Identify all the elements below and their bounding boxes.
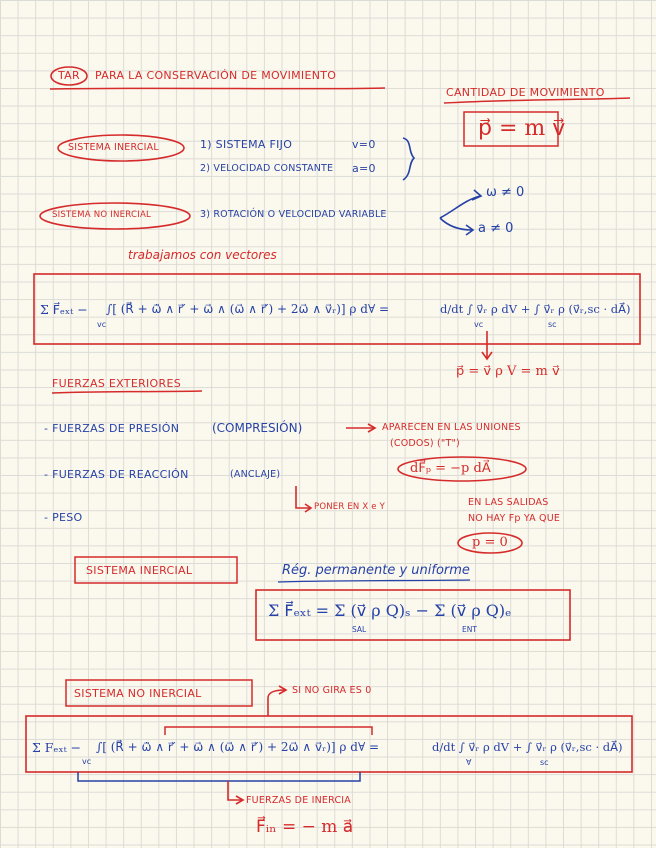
no-inercial-section-label: SISTEMA NO INERCIAL xyxy=(74,687,202,700)
no-inercial-rhs-sub1: ∀ xyxy=(466,758,472,767)
si-no-gira-note: SI NO GIRA ES 0 xyxy=(292,685,372,696)
general-eq-integral-sub: vc xyxy=(97,320,107,329)
page-title: PARA LA CONSERVACIÓN DE MOVIMIENTO xyxy=(95,69,337,82)
item-sistema-fijo: 1) SISTEMA FIJO xyxy=(200,138,293,151)
cantidad-title: CANTIDAD DE MOVIMIENTO xyxy=(446,86,605,99)
title-tag: TAR xyxy=(58,69,80,82)
integral-underbracket xyxy=(78,772,360,781)
general-eq-lhs: Σ F⃗ₑₓₜ − xyxy=(40,302,88,317)
item-velocidad-constante: 2) VELOCIDAD CONSTANTE xyxy=(200,163,334,174)
general-eq-body: ∫[ (R̈⃗ + ω̇⃗ ∧ r⃗′ + ω⃗ ∧ (ω⃗ ∧ r⃗′) + 2ω⃗ ∧ v⃗ᵣ)] ρ d∀ = xyxy=(106,302,390,316)
fuerzas-underline xyxy=(52,391,202,393)
title-underline xyxy=(50,88,385,89)
force-reaccion-paren: (ANCLAJE) xyxy=(230,469,281,480)
no-inercial-rhs-sub2: sc xyxy=(540,758,549,767)
cond-a: a=0 xyxy=(352,162,376,175)
general-eq-rhs-sub2: sc xyxy=(548,320,557,329)
dfp-formula: dF⃗ₚ = −p dA⃗ xyxy=(410,461,491,476)
inercial-oval-label: SISTEMA INERCIAL xyxy=(68,142,159,153)
salidas-line1: EN LAS SALIDAS xyxy=(468,497,549,508)
general-eq-rhs: d/dt ∫ v⃗ᵣ ρ dV + ∫ v⃗ᵣ ρ (v⃗ᵣ,sc · dA⃗) xyxy=(440,302,631,316)
fuerzas-heading: FUERZAS EXTERIORES xyxy=(52,377,181,390)
item-rotacion: 3) ROTACIÓN O VELOCIDAD VARIABLE xyxy=(200,209,387,220)
sub-ent: ENT xyxy=(462,625,477,634)
no-inercial-eq-body: ∫[ (R̈⃗ + ω̇⃗ ∧ r⃗′ + ω⃗ ∧ (ω⃗ ∧ r⃗′) + 2ω⃗ ∧ v⃗ᵣ)] ρ d∀ = xyxy=(96,740,380,754)
regime-underline xyxy=(278,580,470,582)
general-eq-rhs-sub1: vc xyxy=(474,320,484,329)
hook-arrow xyxy=(296,486,310,508)
inertia-formula: F⃗ᵢₙ = − m a⃗ xyxy=(256,817,354,837)
p-relation: p⃗ = v⃗ ρ V = m v⃗ xyxy=(456,364,560,379)
momentum-formula: p⃗ = m v⃗ xyxy=(478,116,566,141)
vectors-note: trabajamos con vectores xyxy=(128,248,277,262)
force-presion: - FUERZAS DE PRESIÓN xyxy=(44,422,180,435)
inertia-label: FUERZAS DE INERCIA xyxy=(246,795,351,806)
poner-note: PONER EN X e Y xyxy=(314,502,386,512)
arrow-inertia xyxy=(228,781,242,800)
no-inercial-eq-rhs: d/dt ∫ v⃗ᵣ ρ dV + ∫ v⃗ᵣ ρ (v⃗ᵣ,sc · dA⃗) xyxy=(432,740,623,754)
inercial-equation: Σ F⃗ₑₓₜ = Σ (v⃗ ρ Q)ₛ − Σ (v⃗ ρ Q)ₑ xyxy=(268,601,512,620)
omega-bracket xyxy=(165,727,372,735)
no-inercial-eq-lhs: Σ Fₑₓₜ − xyxy=(32,740,82,755)
cond-w-neq: ω ≠ 0 xyxy=(486,185,525,200)
arrow-si-no-gira xyxy=(268,690,285,716)
force-peso: - PESO xyxy=(44,511,83,524)
arrow-to-a xyxy=(440,218,472,230)
no-inercial-oval-label: SISTEMA NO INERCIAL xyxy=(52,210,152,220)
no-inercial-integral-sub: vc xyxy=(82,757,92,766)
sub-sal: SAL xyxy=(352,625,367,634)
cond-a-neq: a ≠ 0 xyxy=(478,221,514,236)
salidas-line2: NO HAY Fp YA QUE xyxy=(468,513,561,524)
aparecen-note: APARECEN EN LAS UNIONES xyxy=(382,422,521,433)
codos-note: (CODOS) ("T") xyxy=(390,438,460,449)
cond-v: v=0 xyxy=(352,138,376,151)
force-presion-paren: (COMPRESIÓN) xyxy=(212,421,303,435)
curly-brace xyxy=(403,138,414,180)
regime-note: Rég. permanente y uniforme xyxy=(282,563,470,578)
inercial-section-label: SISTEMA INERCIAL xyxy=(86,564,193,577)
p-zero: p = 0 xyxy=(472,535,508,550)
force-reaccion: - FUERZAS DE REACCIÓN xyxy=(44,468,189,481)
